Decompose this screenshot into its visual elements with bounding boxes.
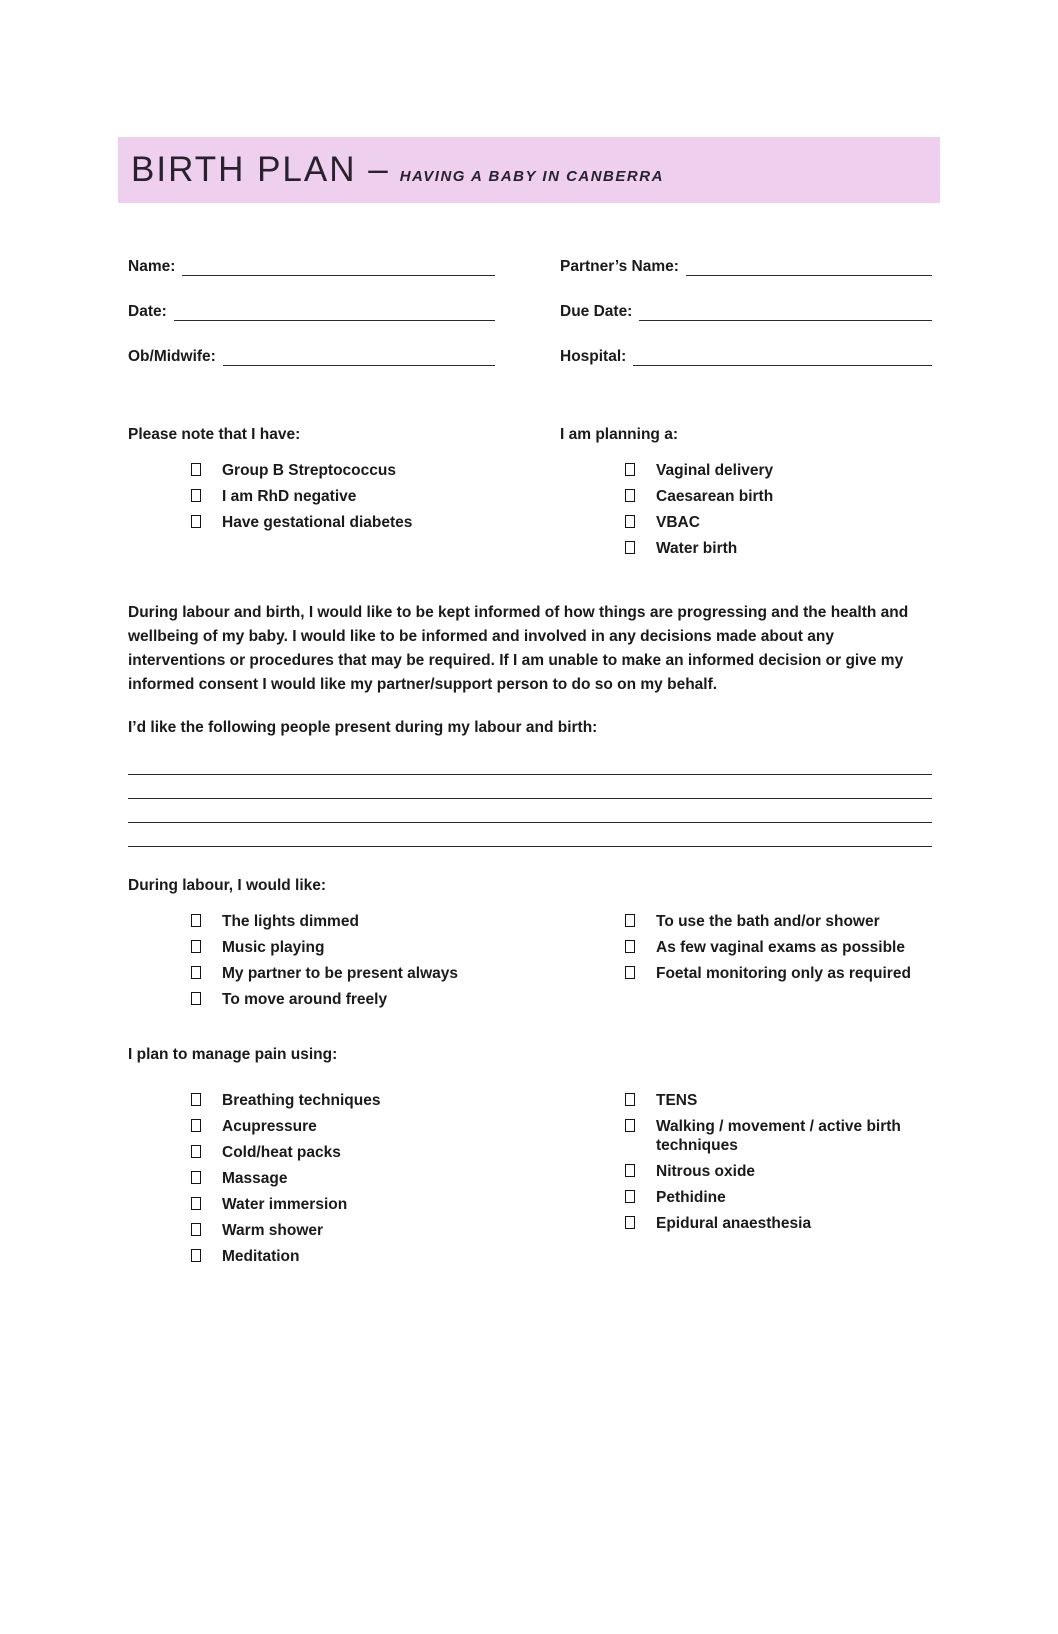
partner-name-field xyxy=(560,258,932,276)
date-label: Date: xyxy=(128,303,167,320)
checkbox-item xyxy=(625,1117,932,1155)
checkbox-item xyxy=(625,539,932,558)
checkbox[interactable] xyxy=(191,1171,201,1184)
note-section xyxy=(128,426,560,565)
checkbox-item xyxy=(625,487,932,506)
checkbox-item xyxy=(191,1091,560,1110)
checkbox[interactable] xyxy=(625,1093,635,1106)
checkbox-label: The lights dimmed xyxy=(222,913,359,930)
checkbox-item xyxy=(625,938,932,957)
due-date-input-line[interactable] xyxy=(639,304,932,321)
checkbox[interactable] xyxy=(625,914,635,927)
checkbox-item xyxy=(191,990,560,1009)
checkbox-item xyxy=(191,938,560,957)
checkbox[interactable] xyxy=(191,489,201,502)
name-input-line[interactable] xyxy=(182,259,495,276)
ob-midwife-label: Ob/Midwife: xyxy=(128,348,216,365)
checkbox-label: Cold/heat packs xyxy=(222,1144,341,1161)
checkbox-item xyxy=(625,1214,932,1233)
checkbox-label: Massage xyxy=(222,1170,288,1187)
checkbox[interactable] xyxy=(191,1145,201,1158)
checkbox-label: Nitrous oxide xyxy=(656,1163,756,1180)
checkbox-label: Meditation xyxy=(222,1248,300,1265)
checkbox-item xyxy=(191,1117,560,1136)
write-in-line-3[interactable] xyxy=(128,799,932,823)
date-input-line[interactable] xyxy=(174,304,495,321)
checkbox-label: Water birth xyxy=(656,540,738,557)
checkbox-item xyxy=(191,513,560,532)
checkbox-label: I am RhD negative xyxy=(222,488,357,505)
hospital-input-line[interactable] xyxy=(633,349,932,366)
partner-name-label: Partner’s Name: xyxy=(560,258,679,275)
planning-section xyxy=(560,426,932,565)
partner-name-input-line[interactable] xyxy=(686,259,932,276)
date-field xyxy=(128,303,560,321)
checkbox[interactable] xyxy=(191,914,201,927)
checkbox[interactable] xyxy=(191,992,201,1005)
checkbox[interactable] xyxy=(625,489,635,502)
due-date-field xyxy=(560,303,932,321)
checkbox-label: My partner to be present always xyxy=(222,965,459,982)
checkbox-label: To use the bath and/or shower xyxy=(656,913,880,930)
checkbox[interactable] xyxy=(191,1249,201,1262)
note-checklist xyxy=(128,461,560,532)
checkbox-label: Vaginal delivery xyxy=(656,462,774,479)
checkbox-label: Pethidine xyxy=(656,1189,726,1206)
checkbox-label: Music playing xyxy=(222,939,325,956)
checkbox[interactable] xyxy=(191,1093,201,1106)
birth-plan-document xyxy=(0,137,1058,1634)
labour-checklist-left xyxy=(128,912,560,1016)
consent-paragraph: During labour and birth, I would like to be kept informed of how things are progressing and the health and wellbeing of my baby. I would like to be informed and involved in any decisions made about any interventions or procedures that may be required. If I am unable to make an informed decision or give my informed consent I would like my partner/support person to do so on my behalf. xyxy=(128,604,909,693)
page-title: BIRTH PLAN – xyxy=(131,150,390,189)
checkbox[interactable] xyxy=(625,1190,635,1203)
checkbox-label: Foetal monitoring only as required xyxy=(656,965,911,982)
checkbox-item xyxy=(191,1169,560,1188)
labour-section-title: During labour, I would like: xyxy=(128,877,327,894)
checkbox[interactable] xyxy=(191,1197,201,1210)
checkbox[interactable] xyxy=(625,940,635,953)
checkbox-item xyxy=(191,1247,560,1266)
hospital-label: Hospital: xyxy=(560,348,627,365)
header-band xyxy=(118,137,940,203)
checkbox[interactable] xyxy=(191,1119,201,1132)
checkbox-label: VBAC xyxy=(656,514,700,531)
checkbox-label: Acupressure xyxy=(222,1118,317,1135)
checkbox-label: Epidural anaesthesia xyxy=(656,1215,812,1232)
checkbox[interactable] xyxy=(625,515,635,528)
checkbox-label: To move around freely xyxy=(222,991,388,1008)
checkbox-item xyxy=(191,912,560,931)
checkbox[interactable] xyxy=(625,1164,635,1177)
checkbox-item xyxy=(625,461,932,480)
checkbox[interactable] xyxy=(191,940,201,953)
note-section-title: Please note that I have: xyxy=(128,426,301,443)
checkbox-label: Group B Streptococcus xyxy=(222,462,396,479)
checkbox[interactable] xyxy=(625,966,635,979)
labour-checklist-right xyxy=(560,912,932,1016)
checkbox-label: Breathing techniques xyxy=(222,1092,381,1109)
checkbox-item xyxy=(191,487,560,506)
hospital-field xyxy=(560,348,932,366)
checkbox-item xyxy=(191,964,560,983)
checkbox[interactable] xyxy=(191,463,201,476)
name-label: Name: xyxy=(128,258,176,275)
checkbox-label: Caesarean birth xyxy=(656,488,774,505)
ob-midwife-field xyxy=(128,348,560,366)
planning-checklist xyxy=(560,461,932,558)
checkbox[interactable] xyxy=(191,966,201,979)
checkbox-label: Walking / movement / active birth techniques xyxy=(656,1118,901,1154)
write-in-line-1[interactable] xyxy=(128,751,932,775)
write-in-line-2[interactable] xyxy=(128,775,932,799)
due-date-label: Due Date: xyxy=(560,303,633,320)
checkbox[interactable] xyxy=(625,1119,635,1132)
pain-checklist-right xyxy=(560,1091,932,1273)
notes-and-planning-section xyxy=(128,426,932,565)
name-field xyxy=(128,258,560,276)
checkbox-item xyxy=(191,461,560,480)
checkbox-item xyxy=(625,1188,932,1207)
checkbox[interactable] xyxy=(625,463,635,476)
checkbox-item xyxy=(625,513,932,532)
people-present-write-in-area xyxy=(128,751,932,847)
checkbox-label: TENS xyxy=(656,1092,698,1109)
checkbox-item xyxy=(625,964,932,983)
checkbox-label: As few vaginal exams as possible xyxy=(656,939,905,956)
contact-fields xyxy=(128,258,932,366)
checkbox-label: Warm shower xyxy=(222,1222,324,1239)
checkbox[interactable] xyxy=(191,515,201,528)
pain-section-title: I plan to manage pain using: xyxy=(128,1046,338,1063)
checkbox-item xyxy=(625,1162,932,1181)
document-body xyxy=(128,258,932,1273)
write-in-line-4[interactable] xyxy=(128,823,932,847)
checkbox[interactable] xyxy=(191,1223,201,1236)
planning-section-title: I am planning a: xyxy=(560,426,678,443)
checkbox-item xyxy=(191,1221,560,1240)
ob-midwife-input-line[interactable] xyxy=(223,349,495,366)
checkbox-item xyxy=(625,1091,932,1110)
checkbox-item xyxy=(191,1195,560,1214)
checkbox-label: Have gestational diabetes xyxy=(222,514,413,531)
page-subtitle: HAVING A BABY IN CANBERRA xyxy=(399,168,664,185)
checkbox[interactable] xyxy=(625,1216,635,1229)
labour-section-lists xyxy=(128,912,932,1016)
pain-section-lists xyxy=(128,1081,932,1273)
checkbox-label: Water immersion xyxy=(222,1196,348,1213)
pain-checklist-left xyxy=(128,1091,560,1273)
checkbox-item xyxy=(625,912,932,931)
people-present-prompt: I’d like the following people present during my labour and birth: xyxy=(128,719,598,736)
checkbox[interactable] xyxy=(625,541,635,554)
checkbox-item xyxy=(191,1143,560,1162)
